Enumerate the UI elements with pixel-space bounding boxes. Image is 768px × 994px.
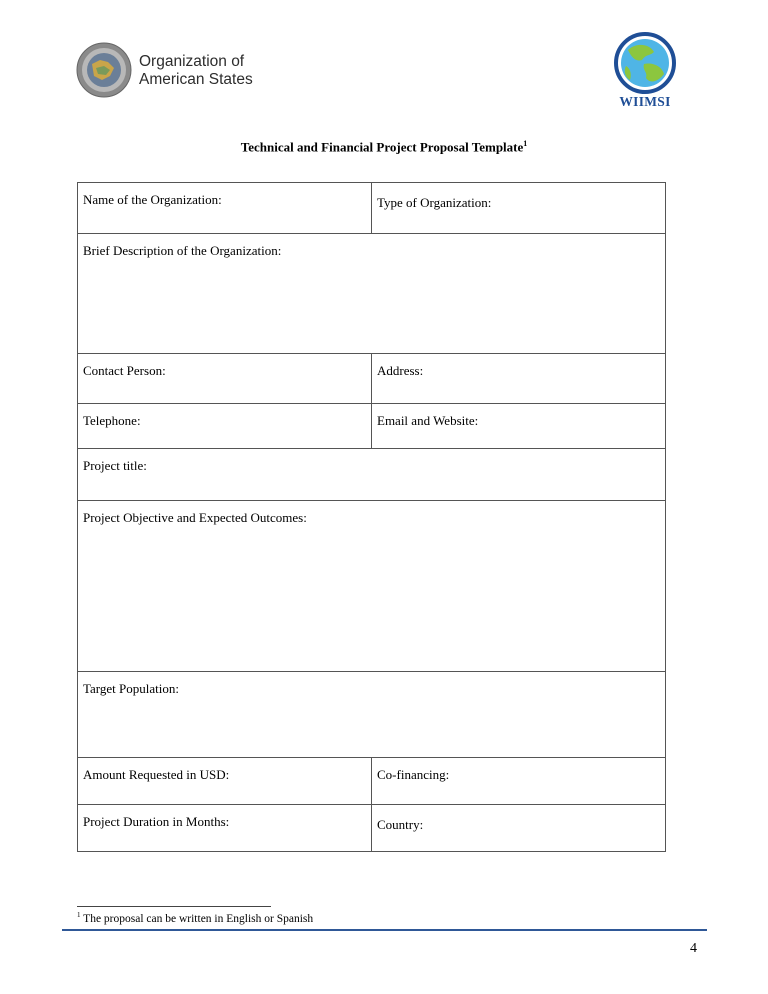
form-row-description xyxy=(78,234,666,354)
footnote xyxy=(77,911,313,925)
title-footnote-ref: 1 xyxy=(523,139,528,148)
document-title xyxy=(0,139,768,155)
oas-name-line2: American States xyxy=(139,71,253,88)
project-duration-field[interactable]: Project Duration in Months: xyxy=(78,805,372,852)
project-title-field[interactable]: Project title: xyxy=(78,449,666,501)
wiimsi-logo xyxy=(606,32,684,118)
footnote-text: The proposal can be written in English or Spanish xyxy=(83,912,314,925)
page-number: 4 xyxy=(690,941,697,956)
target-population-field[interactable]: Target Population: xyxy=(78,672,666,758)
form-row-amount xyxy=(78,758,666,805)
footnote-separator xyxy=(77,906,271,907)
co-financing-field[interactable]: Co-financing: xyxy=(372,758,666,805)
form-row-organization xyxy=(78,183,666,234)
oas-name xyxy=(139,53,253,89)
oas-seal-icon xyxy=(76,42,132,98)
document-title-text: Technical and Financial Project Proposal Template xyxy=(240,139,524,155)
footer-rule xyxy=(62,929,707,931)
project-objective-field[interactable]: Project Objective and Expected Outcomes: xyxy=(78,501,666,672)
form-row-objective xyxy=(78,501,666,672)
email-website-field[interactable]: Email and Website: xyxy=(372,404,666,449)
form-row-contact xyxy=(78,354,666,404)
telephone-field[interactable]: Telephone: xyxy=(78,404,372,449)
form-row-target-population xyxy=(78,672,666,758)
globe-icon xyxy=(606,32,684,94)
address-field[interactable]: Address: xyxy=(372,354,666,404)
type-of-organization-field[interactable]: Type of Organization: xyxy=(372,183,666,234)
name-of-organization-field[interactable]: Name of the Organization: xyxy=(78,183,372,234)
wiimsi-wordmark: WIIMSI xyxy=(619,94,671,109)
proposal-form-table xyxy=(77,182,666,852)
contact-person-field[interactable]: Contact Person: xyxy=(78,354,372,404)
oas-name-line1: Organization of xyxy=(139,53,245,70)
footnote-number: 1 xyxy=(77,911,81,919)
brief-description-field[interactable]: Brief Description of the Organization: xyxy=(78,234,666,354)
form-row-duration xyxy=(78,805,666,852)
form-row-project-title xyxy=(78,449,666,501)
amount-requested-field[interactable]: Amount Requested in USD: xyxy=(78,758,372,805)
oas-logo xyxy=(76,42,256,100)
form-row-telephone xyxy=(78,404,666,449)
country-field[interactable]: Country: xyxy=(372,805,666,852)
